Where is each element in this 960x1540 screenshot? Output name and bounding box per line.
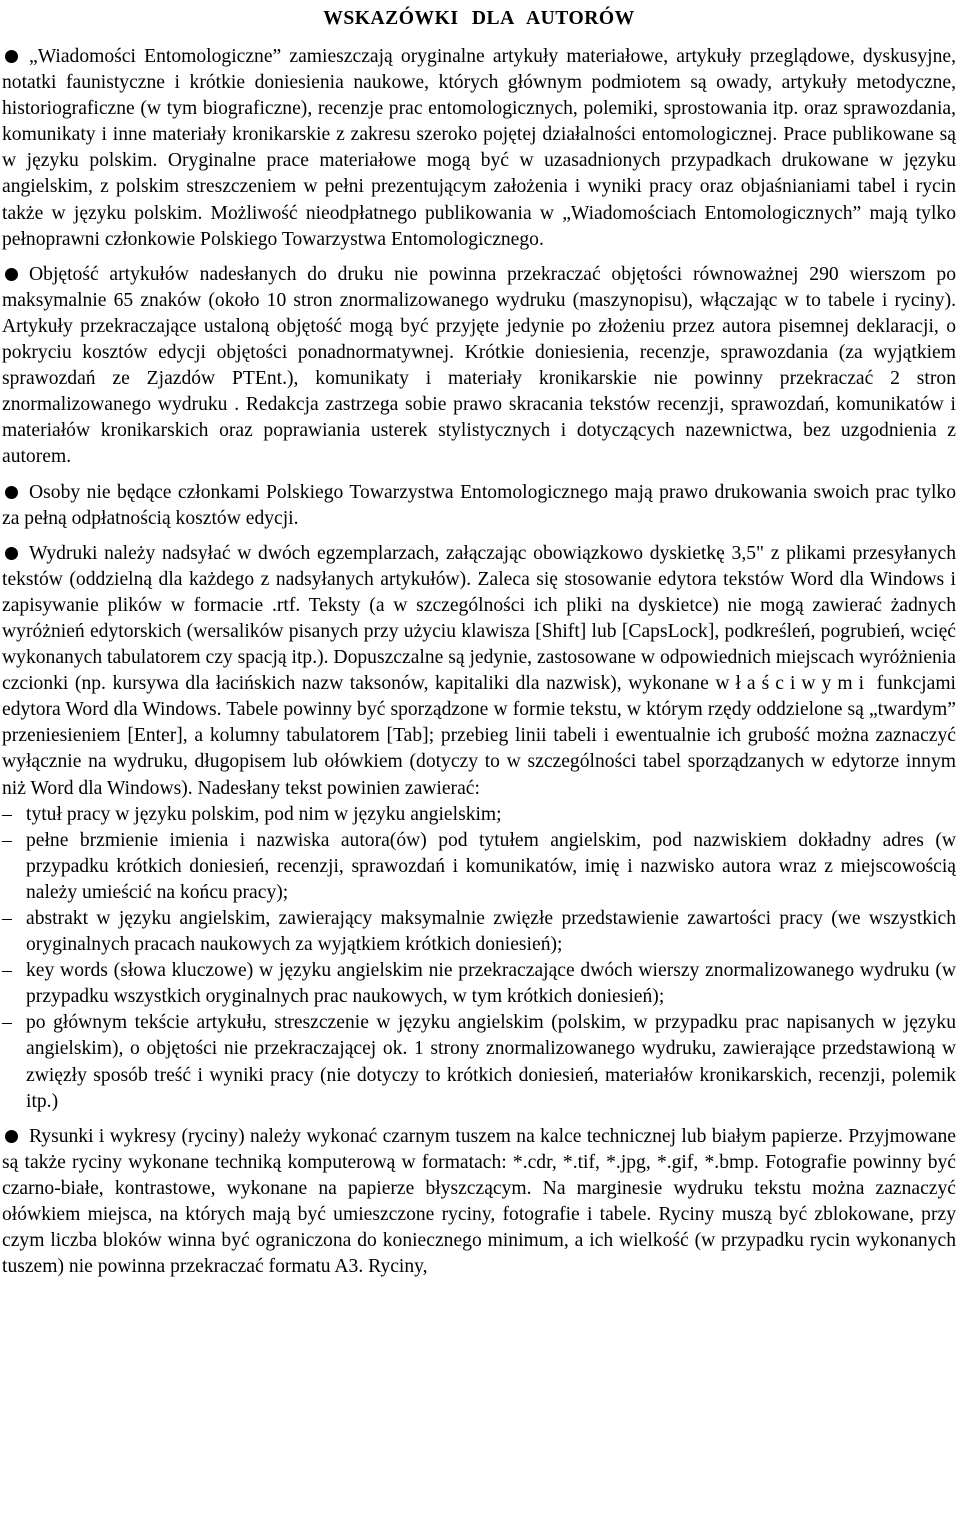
section-text: Osoby nie będące członkami Polskiego Towarzystwa Entomologicznego mają prawo drukowania swoich prac tylko za pełną odpłatnością kosztów edycji. (2, 481, 956, 529)
page-title: WSKAZÓWKI DLA AUTORÓW (323, 8, 635, 29)
list-item: – key words (słowa kluczowe) w języku angielskim nie przekraczające dwóch wierszy znormalizowanego wydruku (w przypadku wszystkich oryginalnych prac naukowych, w tym krótkich doniesień); (2, 960, 956, 1008)
list-item: – po głównym tekście artykułu, streszczenie w języku angielskim (polskim, w przypadku prac napisanych w języku angielskim), o objętości nie przekraczającej ok. 1 strony znormalizowanego wydruku, zawierające przedstawioną w zwięzły sposób treść i wyniki pracy (nie dotyczy to krótkich doniesień, materiałów kronikarskich, recenzji, polemik itp.) (2, 1012, 956, 1112)
section-text-part-a: Wydruki należy nadsyłać w dwóch egzemplarzach, załączając obowiązkowo dyskietkę 3,5" z plikami przesyłanych tekstów (oddzielną dla każdego z nadsyłanych artykułów). Zaleca się stosowanie edytora tekstów Word dla Windows i zapisywanie plików w formacie .rtf. Teksty (a w szczególności ich pliki na dyskietce) nie mogą zawierać żadnych wyróżnień edytorskich (wersalików pisanych przy użyciu klawisza [Shift] lub [CapsLock], podkreśleń, pogrubień, wcięć wykonanych tabulatorem czy spacją itp.). Dopuszczalne są jedynie, zastosowane w odpowiednich miejscach wyróżnienia czcionki (np. kursywa dla łacińskich nazw taksonów, kapitaliki dla nazwisk), wykonane (2, 542, 956, 695)
spaced-emphasis-word: właściwymi (715, 673, 871, 695)
section-non-members (2, 480, 956, 532)
section-submission (2, 541, 956, 1115)
bullet-icon (5, 547, 18, 560)
list-item: – abstrakt w języku angielskim, zawierający maksymalnie zwięzłe przedstawienie zawartości pracy (we wszystkich oryginalnych pracach naukowych za wyjątkiem krótkich doniesień); (2, 908, 956, 956)
dash-marker: – (2, 803, 12, 825)
required-contents-list (2, 802, 956, 1115)
section-figures (2, 1124, 956, 1281)
list-item: – tytuł pracy w języku polskim, pod nim w języku angielskim; (2, 802, 956, 828)
section-text: Objętość artykułów nadesłanych do druku nie powinna przekraczać objętości równoważnej 290 wierszom po maksymalnie 65 znaków (około 10 stron znormalizowanego wydruku (maszynopisu), włączając w to tabele i ryciny). Artykuły przekraczające ustaloną objętość mogą być przyjęte jedynie po złożeniu przez autora pisemnej deklaracji, o pokryciu kosztów edycji objętości ponadnormatywnej. Krótkie doniesienia, recenzje, sprawozdania (za wyjątkiem sprawozdań ze Zjazdów PTEnt.), komunikaty i materiały kronikarskie nie powinny przekraczać 2 stron znormalizowanego wydruku . Redakcja zastrzega sobie prawo skracania tekstów recenzji, sprawozdań, komunikatów i materiałów kronikarskich oraz poprawiania usterek stylistycznych i dotyczących nazewnictwa, bez uzgodnienia z autorem. (2, 263, 956, 468)
dash-marker: – (2, 908, 12, 929)
bullet-icon (5, 50, 18, 63)
section-text: Rysunki i wykresy (ryciny) należy wykonać czarnym tuszem na kalce technicznej lub białym papierze. Przyjmowane są także ryciny wykonane techniką komputerową w formatach: *.cdr, *.tif, *.jpg, *.gif, *.bmp. Fotografie powinny być czarno-białe, kontrastowe, wykonane na papierze błyszczącym. Na marginesie wydruku tekstu można zaznaczyć ołówkiem miejsca, na których mają być umieszczone ryciny, fotografie i tabele. Ryciny muszą być zblokowane, przy czym liczba bloków winna być ograniczona do koniecznego minimum, a ich wielkość (w przypadku rycin wykonanych tuszem) nie powinna przekraczać formatu A3. Ryciny, (2, 1125, 956, 1278)
section-text-part-b: funkcjami edytora Word dla Windows. Tabele powinny być sporządzone w formie tekstu, w którym rzędy oddzielone są „twardym” przeniesieniem [Enter], a kolumny tabulatorem [Tab]; przebieg linii tabeli i ewentualnie ich grubość można zaznaczyć wyłącznie na wydruku, długopisem lub ołówkiem (dotyczy to w szczególności tabel sporządzanych w edytorze innym niż Word dla Windows). Nadesłany tekst powinien zawierać: (2, 673, 956, 799)
bullet-icon (5, 268, 18, 281)
dash-marker: – (2, 1012, 12, 1034)
section-text: „Wiadomości Entomologiczne” zamieszczają oryginalne artykuły materiałowe, artykuły przeglądowe, dyskusyjne, notatki faunistyczne i krótkie doniesienia naukowe, których głównym podmiotem są owady, artykuły metodyczne, historiograficzne (w tym biograficzne), recenzje prac entomologicznych, polemiki, sprostowania itp. oraz sprawozdania, komunikaty i inne materiały kronikarskie z zakresu szeroko pojętej działalności entomologicznej. Prace publikowane są w języku polskim. Oryginalne prace materiałowe mogą być w uzasadnionych przypadkach drukowane w języku angielskim, z polskim streszczeniem w pełni prezentującym założenia i wyniki pracy oraz objaśnianiami tabel i rycin także w języku polskim. Możliwość nieodpłatnego publikowania w „Wiadomościach Entomologicznych” mają tylko pełnoprawni członkowie Polskiego Towarzystwa Entomologicznego. (2, 46, 956, 250)
document-page (2, 6, 956, 1289)
bullet-icon (5, 1130, 18, 1143)
bullet-icon (5, 486, 18, 499)
dash-marker: – (2, 960, 12, 982)
list-item: – pełne brzmienie imienia i nazwiska autora(ów) pod tytułem angielskim, pod nazwiskiem dokładny adres (w przypadku krótkich doniesień, recenzji, sprawozdań i komunikatów, imię i nazwisko autora wraz z miejscowością należy umieścić na końcu pracy); (2, 829, 956, 903)
section-article-length (2, 262, 956, 471)
dash-marker: – (2, 829, 12, 851)
section-article-types (2, 44, 956, 253)
